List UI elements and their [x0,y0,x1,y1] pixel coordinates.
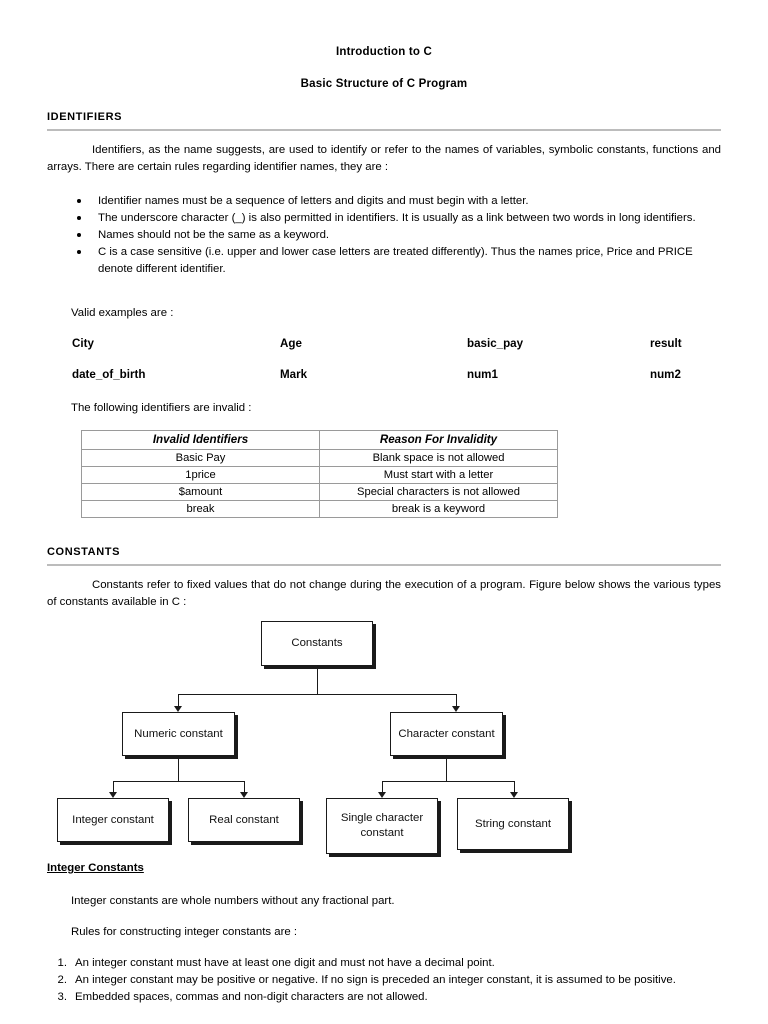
valid-examples-label: Valid examples are : [71,307,174,319]
document-title-primary: Introduction to C [335,46,433,58]
diagram-node-single-character-constant: Single character constant [326,798,438,854]
list-item-number: 1. [57,957,67,969]
table-row [82,450,558,467]
table-cell-identifier: break [82,501,320,518]
list-item-text: Embedded spaces, commas and non-digit characters are not allowed. [75,991,428,1003]
section-heading-identifiers: IDENTIFIERS [47,111,123,123]
list-item-number: 2. [57,974,67,986]
table-cell-reason: Must start with a letter [320,467,558,484]
list-item [47,989,723,1006]
table-row [0,368,768,399]
connector-level2-bus [178,694,456,695]
diagram-node-real-constant: Real constant [188,798,300,842]
section-divider-identifiers [47,129,721,131]
table-header-row [82,431,558,450]
example-cell: date_of_birth [72,368,146,381]
bullet-icon [77,199,81,203]
list-item [71,227,723,244]
list-item [47,955,723,972]
integer-constants-rules-label: Rules for constructing integer constants are : [71,926,298,938]
table-row [82,467,558,484]
list-item-text: C is a case sensitive (i.e. upper and lower case letters are treated differently). Thus the names price, Price and PRICE denote different identifier. [98,246,693,275]
integer-constants-rules-list [47,955,723,1006]
table-cell-identifier: 1price [82,467,320,484]
list-item-text: An integer constant must have at least one digit and must not have a decimal point. [75,957,495,969]
list-item-text: Identifier names must be a sequence of letters and digits and must begin with a letter. [98,195,529,207]
column-header-invalid-identifiers: Invalid Identifiers [82,431,320,450]
list-item [71,210,723,227]
identifier-rules-list [71,193,723,278]
connector-numeric-stem [178,756,179,781]
list-item [71,244,723,278]
example-cell: result [650,337,682,350]
column-header-reason: Reason For Invalidity [320,431,558,450]
table-cell-reason: Blank space is not allowed [320,450,558,467]
invalid-identifiers-table [81,430,558,518]
list-item-text: Names should not be the same as a keyword. [98,229,330,241]
connector-level3-bus-right [382,781,514,782]
diagram-node-constants: Constants [261,621,373,666]
constants-type-diagram [0,612,768,860]
table-cell-identifier: Basic Pay [82,450,320,467]
table-cell-reason: break is a keyword [320,501,558,518]
list-item [71,193,723,210]
connector-character-stem [446,756,447,781]
invalid-identifiers-label: The following identifiers are invalid : [71,402,252,414]
list-item-text: An integer constant may be positive or negative. If no sign is preceded an integer constant, it is assumed to be positive. [75,974,676,986]
diagram-node-numeric-constant: Numeric constant [122,712,235,756]
table-row [0,337,768,368]
bullet-icon [77,250,81,254]
table-row [82,501,558,518]
example-cell: Mark [280,368,308,381]
diagram-node-character-constant: Character constant [390,712,503,756]
example-cell: City [72,337,94,350]
table-row [82,484,558,501]
example-cell: Age [280,337,302,350]
valid-examples-grid [0,337,768,399]
bullet-icon [77,216,81,220]
integer-constants-definition: Integer constants are whole numbers without any fractional part. [71,895,395,907]
list-item [47,972,723,989]
constants-intro-paragraph: Constants refer to fixed values that do not change during the execution of a program. Figure below shows the various types of constants available in C : [47,579,721,608]
bullet-icon [77,233,81,237]
example-cell: num1 [467,368,498,381]
connector-root-stem [317,666,318,694]
example-cell: num2 [650,368,681,381]
section-heading-constants: CONSTANTS [47,546,121,558]
connector-level3-bus-left [113,781,244,782]
table-cell-reason: Special characters is not allowed [320,484,558,501]
list-item-number: 3. [57,991,67,1003]
document-title-secondary: Basic Structure of C Program [300,78,468,90]
table-cell-identifier: $amount [82,484,320,501]
diagram-node-integer-constant: Integer constant [57,798,169,842]
subheading-integer-constants: Integer Constants [47,862,144,874]
list-item-text: The underscore character (_) is also permitted in identifiers. It is usually as a link between two words in long identifiers. [98,212,696,224]
example-cell: basic_pay [467,337,524,350]
identifiers-intro-paragraph: Identifiers, as the name suggests, are used to identify or refer to the names of variables, symbolic constants, functions and arrays. There are certain rules regarding identifier names, they are : [47,144,721,173]
diagram-node-string-constant: String constant [457,798,569,850]
section-divider-constants [47,564,721,566]
